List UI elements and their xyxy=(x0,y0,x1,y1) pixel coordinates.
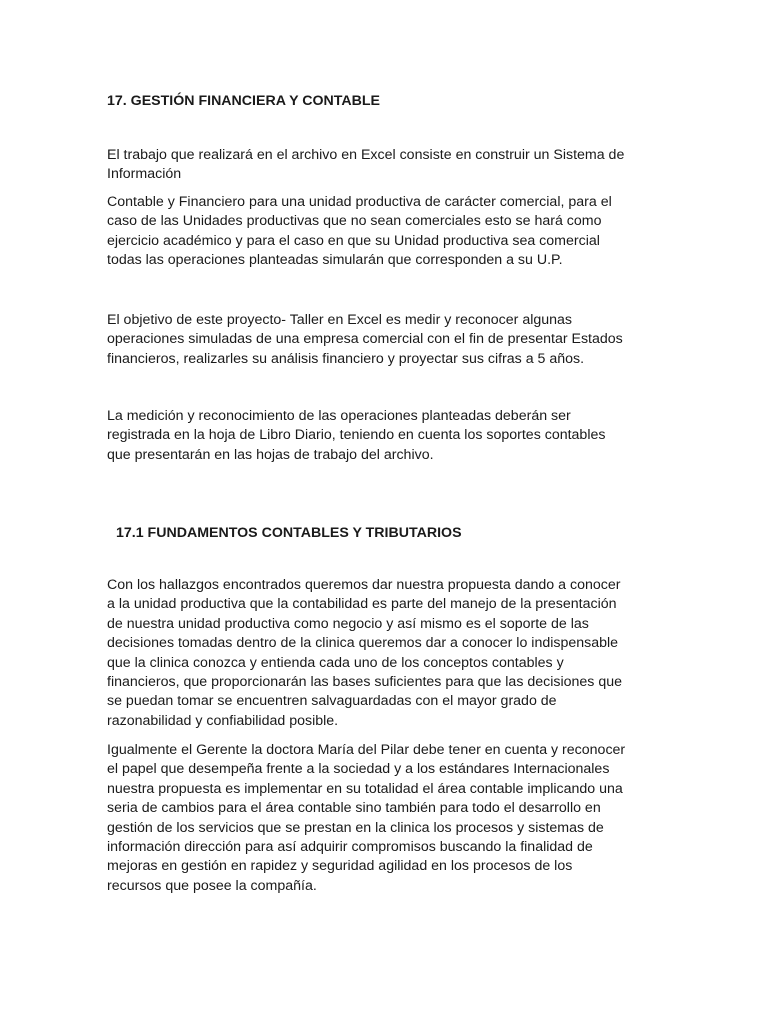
text-line: El objetivo de este proyecto- Taller en Excel es medir y reconocer algunas xyxy=(107,312,573,328)
text-line: El trabajo que realizará en el archivo en Excel consiste en construir un Sistema de xyxy=(107,147,625,163)
text-line: de nuestra unidad productiva como negocio y así mismo es el soporte de las xyxy=(107,615,589,632)
text-line: La medición y reconocimiento de las operaciones planteadas deberán ser xyxy=(107,408,571,424)
text-line: Igualmente el Gerente la doctora María del Pilar debe tener en cuenta y reconocer xyxy=(107,742,626,758)
paragraph xyxy=(107,146,667,185)
text-line: operaciones simuladas de una empresa comercial con el fin de presentar Estados xyxy=(107,331,623,348)
text-line: que presentarán en las hojas de trabajo del archivo. xyxy=(107,446,434,463)
text-line: información dirección para así adquirir compromisos buscando la finalidad de xyxy=(107,839,593,856)
text-line: Información xyxy=(107,166,182,183)
text-line: a la unidad productiva que la contabilidad es parte del manejo de la presentación xyxy=(107,596,617,613)
text-line: se puedan tomar se encuentren salvaguardadas con el mayor grado de xyxy=(107,693,557,710)
paragraph xyxy=(107,407,667,465)
text-line: caso de las Unidades productivas que no sean comerciales esto se hará como xyxy=(107,213,602,230)
text-line: financieros, que proporcionarán las bases suficientes para que las decisiones que xyxy=(107,674,623,691)
section-17-1-title: 17.1 FUNDAMENTOS CONTABLES Y TRIBUTARIOS xyxy=(116,525,462,541)
text-line: Contable y Financiero para una unidad productiva de carácter comercial, para el xyxy=(107,194,612,210)
text-line: gestión de los servicios que se prestan en la clinica los procesos y sistemas de xyxy=(107,819,604,836)
text-line: Con los hallazgos encontrados queremos dar nuestra propuesta dando a conocer xyxy=(107,577,621,593)
paragraph xyxy=(107,193,667,271)
text-line: mejoras en gestión en rapidez y seguridad agilidad en los procesos de los xyxy=(107,858,573,875)
text-line: financieros, realizarles su análisis financiero y proyectar sus cifras a 5 años. xyxy=(107,350,585,367)
section-17-title: 17. GESTIÓN FINANCIERA Y CONTABLE xyxy=(107,93,381,109)
text-line: razonabilidad y confiabilidad posible. xyxy=(107,712,339,729)
text-line: el papel que desempeña frente a la sociedad y a los estándares Internacionales xyxy=(107,761,610,778)
text-line: recursos que posee la compañía. xyxy=(107,877,317,894)
paragraph xyxy=(107,576,667,731)
paragraph xyxy=(107,741,667,896)
text-line: registrada en la hoja de Libro Diario, teniendo en cuenta los soportes contables xyxy=(107,427,606,444)
text-line: todas las operaciones planteadas simularán que corresponden a su U.P. xyxy=(107,252,563,269)
text-line: decisiones tomadas dentro de la clinica queremos dar a conocer lo indispensable xyxy=(107,635,619,652)
text-line: seria de cambios para el área contable sino también para todo el desarrollo en xyxy=(107,800,601,817)
text-line: ejercicio académico y para el caso en que su Unidad productiva sea comercial xyxy=(107,232,600,249)
text-line: nuestra propuesta es implementar en su totalidad el área contable implicando una xyxy=(107,780,623,797)
paragraph xyxy=(107,311,667,369)
text-line: que la clinica conozca y entienda cada uno de los conceptos contables y xyxy=(107,654,564,671)
